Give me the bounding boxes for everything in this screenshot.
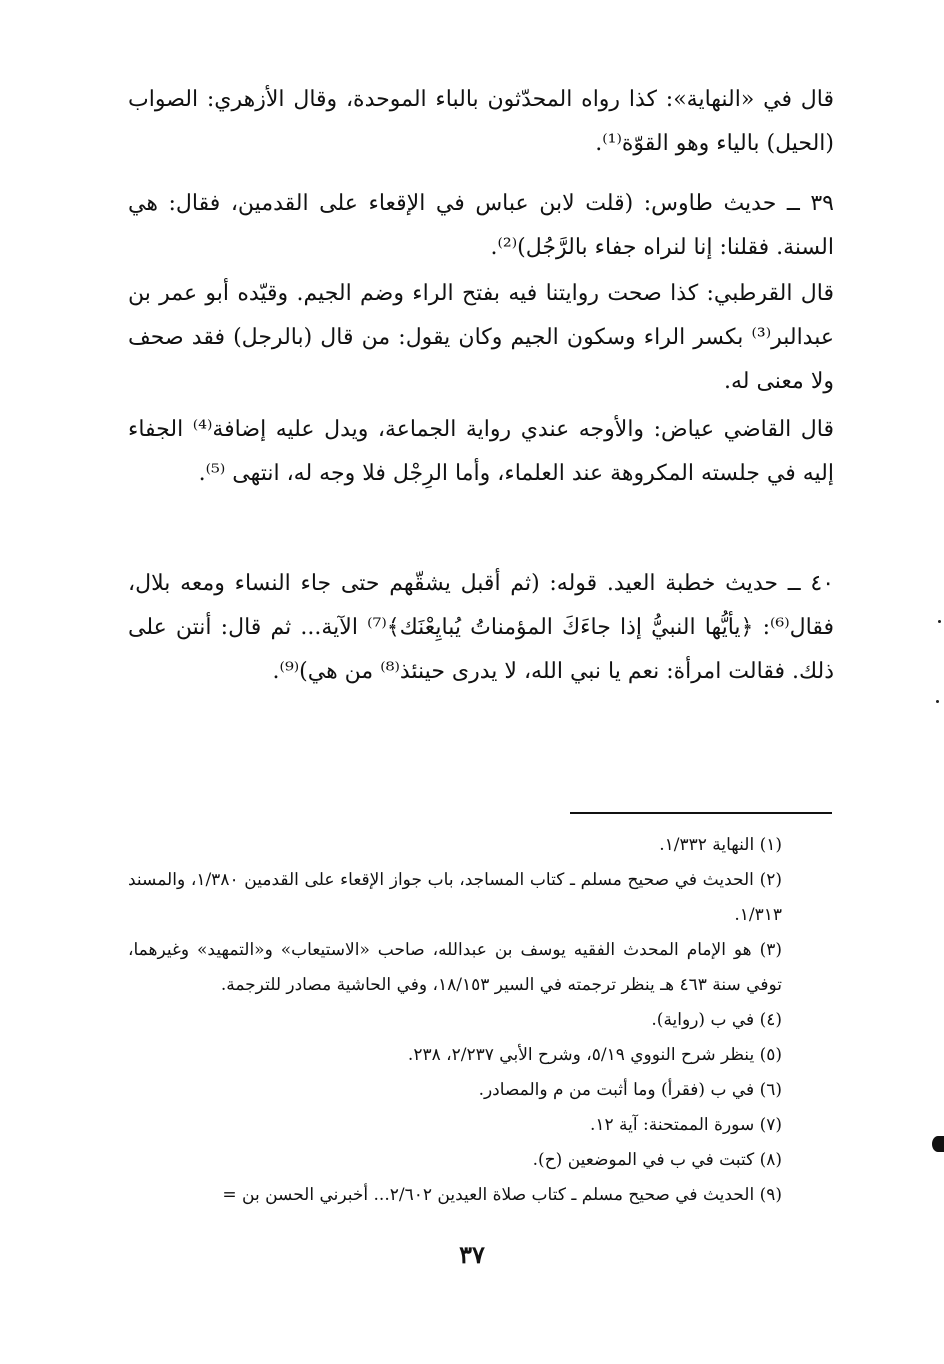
footnotes-section <box>128 828 834 1213</box>
footnote-4: (٤) في ب (رواية). <box>651 1010 782 1030</box>
paragraph-nihaya: قال في «النهاية»: كذا رواه المحدّثون بالباء الموحدة، وقال الأزهري: الصواب (الحيل) بالياء وهو القوّة⁽¹⁾. <box>128 87 834 156</box>
footnote-5: (٥) ينظر شرح النووي ٥/١٩، وشرح الأبي ٢/٢٣٧، ٢٣٨. <box>407 1045 782 1065</box>
footnote-8: (٨) كتبت في ب في الموضعين (ح). <box>532 1150 782 1170</box>
page-number: ٣٧ <box>459 1240 485 1269</box>
footnote-1: (١) النهاية ١/٣٣٢. <box>659 835 782 855</box>
margin-speck <box>938 620 941 623</box>
paragraph-hadith-39: ٣٩ ــ حديث طاوس: (قلت لابن عباس في الإقعاء على القدمين، فقال: هي السنة. فقلنا: إنا لنراه جفاء بالرَّجُل)⁽²⁾. <box>128 191 834 260</box>
footnote-6: (٦) في ب (فقرأ) وما أثبت من م والمصادر. <box>478 1080 782 1100</box>
margin-speck <box>936 700 939 703</box>
footnote-7: (٧) سورة الممتحنة: آية ١٢. <box>589 1115 782 1135</box>
footnote-2: (٢) الحديث في صحيح مسلم ـ كتاب المساجد، باب جواز الإقعاء على القدمين ١/٣٨٠، والمسند ١/٣١٣. <box>128 870 782 925</box>
footnote-3: (٣) هو الإمام المحدث الفقيه يوسف بن عبدالله، صاحب «الاستيعاب» و«التمهيد» وغيرهما، توفي سنة ٤٦٣ هـ ينظر ترجمته في السير ١٨/١٥٣، وفي الحاشية مصادر للترجمة. <box>128 940 782 995</box>
margin-ink-blot <box>932 1136 944 1152</box>
paragraph-hadith-40: ٤٠ ــ حديث خطبة العيد. قوله: (ثم أقبل يشقّهم حتى جاء النساء ومعه بلال، فقال⁽⁶⁾: ﴿يأيُّها النبيُّ إذا جاءَكَ المؤمناتُ يُبايِعْنَك﴾⁽⁷⁾ الآية... ثم قال: أنتن على ذلك. فقالت امرأة: نعم يا نبي الله، لا يدرى حينئذ⁽⁸⁾ من هي)⁽⁹⁾. <box>128 571 835 684</box>
paragraph-qadi-iyad: قال القاضي عياض: والأوجه عندي رواية الجماعة، ويدل عليه إضافة⁽⁴⁾ الجفاء إليه في جلسته المكروهة عند العلماء، وأما الرِجْل فلا وجه له، انتهى ⁽⁵⁾. <box>128 417 835 486</box>
paragraph-qurtubi: قال القرطبي: كذا صحت روايتنا فيه بفتح الراء وضم الجيم. وقيّده أبو عمر بن عبدالبر⁽³⁾ بكسر الراء وسكون الجيم وكان يقول: من قال (بالرجل) فقد صحف ولا معنى له. <box>128 281 834 394</box>
footnote-separator <box>570 812 832 814</box>
footnote-9: (٩) الحديث في صحيح مسلم ـ كتاب صلاة العيدين ٢/٦٠٢... أخبرني الحسن بن = <box>222 1185 782 1205</box>
